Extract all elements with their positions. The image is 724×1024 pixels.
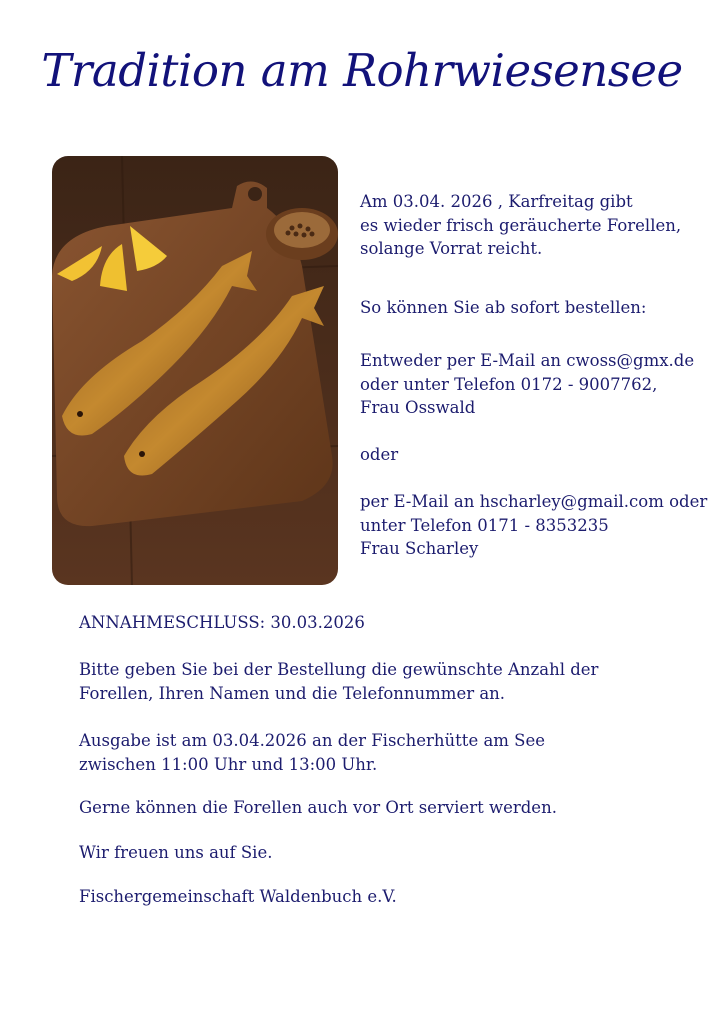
contact-scharley: per E-Mail an hscharley@gmail.com oder unter Telefon 0171 - 8353235 Frau Scharley (360, 492, 708, 558)
contact-osswald: Entweder per E-Mail an cwoss@gmx.de oder unter Telefon 0172 - 9007762, Frau Osswald (360, 351, 695, 417)
pickup-text: Ausgabe ist am 03.04.2026 an der Fischerhütte am See zwischen 11:00 Uhr und 13:00 Uhr. (79, 731, 546, 774)
deadline-text: ANNAHMESCHLUSS: 30.03.2026 (79, 613, 365, 632)
order-intro-text: So können Sie ab sofort bestellen: (360, 298, 647, 317)
or-text: oder (360, 445, 399, 464)
serve-text: Gerne können die Forellen auch vor Ort serviert werden. (79, 798, 557, 817)
welcome-text: Wir freuen uns auf Sie. (79, 843, 273, 862)
announcement-text: Am 03.04. 2026 , Karfreitag gibt es wieder frisch geräucherte Forellen, solange Vorrat reicht. (360, 192, 682, 258)
page-title: Tradition am Rohrwiesensee (41, 44, 683, 97)
signature-text: Fischergemeinschaft Waldenbuch e.V. (79, 887, 397, 906)
instructions-text: Bitte geben Sie bei der Bestellung die gewünschte Anzahl der Forellen, Ihren Namen und die Telefonnummer an. (79, 660, 599, 703)
smoked-trout-image (52, 156, 338, 585)
